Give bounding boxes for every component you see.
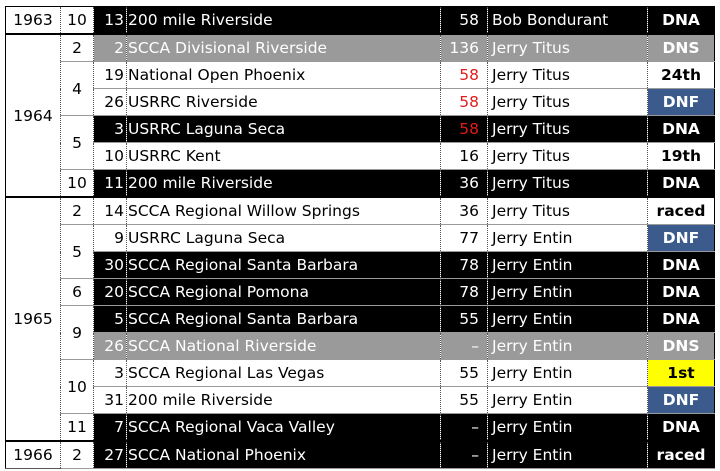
result-cell: DNS [648,34,715,62]
car-number-cell: 58 [441,7,488,35]
car-number-cell: 78 [441,252,488,279]
event-cell: USRRC Kent [127,143,441,170]
day-cell: 11 [94,170,127,198]
event-cell: SCCA Regional Las Vegas [127,360,441,387]
day-cell: 5 [94,306,127,333]
driver-cell: Jerry Titus [488,170,648,198]
day-cell: 30 [94,252,127,279]
result-cell: DNF [648,387,715,414]
driver-cell: Jerry Titus [488,34,648,62]
driver-cell: Jerry Entin [488,306,648,333]
table-row [6,116,715,143]
month-cell: 2 [61,197,94,225]
day-cell: 9 [94,225,127,252]
car-number-cell: – [441,441,488,469]
car-number-cell: – [441,333,488,360]
car-number-cell: – [441,414,488,442]
driver-cell: Jerry Titus [488,143,648,170]
day-cell: 31 [94,387,127,414]
result-cell: DNA [648,7,715,35]
race-results-body [6,7,715,469]
driver-cell: Bob Bondurant [488,7,648,35]
result-cell: DNA [648,116,715,143]
event-cell: SCCA National Phoenix [127,441,441,469]
event-cell: 200 mile Riverside [127,170,441,198]
table-row [6,252,715,279]
event-cell: SCCA Regional Willow Springs [127,197,441,225]
day-cell: 7 [94,414,127,442]
car-number-cell: 58 [441,89,488,116]
month-cell: 5 [61,116,94,170]
driver-cell: Jerry Entin [488,441,648,469]
car-number-cell: 78 [441,279,488,306]
year-cell: 1966 [6,441,61,469]
driver-cell: Jerry Titus [488,62,648,89]
result-cell: raced [648,197,715,225]
driver-cell: Jerry Titus [488,89,648,116]
result-cell: DNA [648,414,715,442]
car-number-cell: 55 [441,387,488,414]
event-cell: USRRC Laguna Seca [127,225,441,252]
event-cell: USRRC Laguna Seca [127,116,441,143]
month-cell: 9 [61,306,94,360]
day-cell: 2 [94,34,127,62]
car-number-cell: 55 [441,360,488,387]
car-number-cell: 16 [441,143,488,170]
table-row [6,333,715,360]
day-cell: 10 [94,143,127,170]
day-cell: 27 [94,441,127,469]
table-row [6,225,715,252]
table-row [6,197,715,225]
result-cell: DNA [648,252,715,279]
year-cell: 1963 [6,7,61,35]
car-number-cell: 136 [441,34,488,62]
driver-cell: Jerry Entin [488,252,648,279]
day-cell: 26 [94,89,127,116]
day-cell: 26 [94,333,127,360]
driver-cell: Jerry Entin [488,387,648,414]
month-cell: 2 [61,441,94,469]
table-row [6,62,715,89]
month-cell: 5 [61,225,94,279]
event-cell: National Open Phoenix [127,62,441,89]
table-row [6,387,715,414]
car-number-cell: 58 [441,62,488,89]
event-cell: SCCA National Riverside [127,333,441,360]
car-number-cell: 36 [441,197,488,225]
event-cell: SCCA Regional Pomona [127,279,441,306]
event-cell: SCCA Regional Santa Barbara [127,252,441,279]
result-cell: DNA [648,279,715,306]
table-row [6,414,715,442]
driver-cell: Jerry Entin [488,279,648,306]
table-row [6,279,715,306]
month-cell: 10 [61,170,94,198]
month-cell: 10 [61,360,94,414]
event-cell: 200 mile Riverside [127,387,441,414]
driver-cell: Jerry Titus [488,116,648,143]
table-row [6,89,715,116]
month-cell: 11 [61,414,94,442]
table-row [6,441,715,469]
event-cell: SCCA Regional Santa Barbara [127,306,441,333]
car-number-cell: 58 [441,116,488,143]
table-row [6,143,715,170]
event-cell: USRRC Riverside [127,89,441,116]
result-cell: DNA [648,170,715,198]
day-cell: 14 [94,197,127,225]
result-cell: 19th [648,143,715,170]
event-cell: 200 mile Riverside [127,7,441,35]
event-cell: SCCA Divisional Riverside [127,34,441,62]
driver-cell: Jerry Entin [488,414,648,442]
driver-cell: Jerry Entin [488,360,648,387]
driver-cell: Jerry Titus [488,197,648,225]
driver-cell: Jerry Entin [488,225,648,252]
race-results-table [5,6,715,469]
result-cell: DNA [648,306,715,333]
table-row [6,306,715,333]
car-number-cell: 55 [441,306,488,333]
year-cell: 1965 [6,197,61,441]
result-cell: 1st [648,360,715,387]
result-cell: 24th [648,62,715,89]
day-cell: 20 [94,279,127,306]
car-number-cell: 36 [441,170,488,198]
table-row [6,34,715,62]
month-cell: 2 [61,34,94,62]
month-cell: 4 [61,62,94,116]
day-cell: 3 [94,360,127,387]
table-row [6,170,715,198]
day-cell: 13 [94,7,127,35]
month-cell: 10 [61,7,94,35]
driver-cell: Jerry Entin [488,333,648,360]
month-cell: 6 [61,279,94,306]
table-row [6,360,715,387]
result-cell: DNF [648,225,715,252]
result-cell: raced [648,441,715,469]
car-number-cell: 77 [441,225,488,252]
day-cell: 3 [94,116,127,143]
table-row [6,7,715,35]
result-cell: DNF [648,89,715,116]
year-cell: 1964 [6,34,61,197]
event-cell: SCCA Regional Vaca Valley [127,414,441,442]
result-cell: DNS [648,333,715,360]
day-cell: 19 [94,62,127,89]
